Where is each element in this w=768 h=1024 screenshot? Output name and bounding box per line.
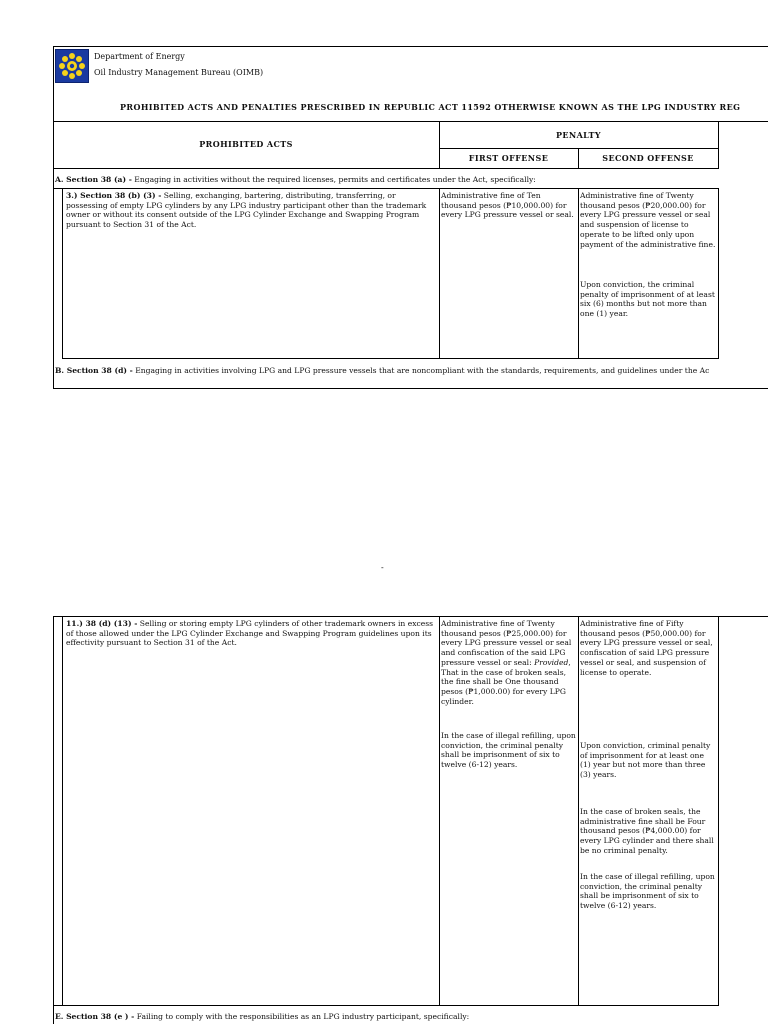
item-11-broken-seals-text: , That in the case of broken seals, the fine shall be One thousand pesos (₱1,000.00) for every LPG cylinder. <box>441 657 571 706</box>
item-11-description <box>66 619 438 648</box>
item-11-text: Selling or storing empty LPG cylinders of other trademark owners in excess of those allowed under the LPG Cylinder Exchange and Swapping Program guidelines upon its effectivity pursuant to Section 31 of the Act. <box>66 619 434 648</box>
section-a-row <box>55 175 536 184</box>
item-11-second-offense-criminal: Upon conviction, criminal penalty of imprisonment for at least one (1) year but not more than three (3) years. <box>580 741 711 780</box>
section-b-label: B. Section 38 (d) - <box>55 366 133 375</box>
item-3-description <box>66 191 438 230</box>
bureau-name: Oil Industry Management Bureau (OIMB) <box>94 68 264 77</box>
first-offense-header: FIRST OFFENSE <box>468 153 549 163</box>
section-b-text: Engaging in activities involving LPG and LPG pressure vessels that are noncompliant with the standards, requirements, and guidelines under the Ac <box>132 366 710 375</box>
item-11-first-offense-fine-text: Administrative fine of Twenty thousand pesos (₱25,000.00) for every LPG pressure vessel or seal and confiscation of the said LPG pressure vessel or seal: <box>441 619 572 667</box>
item-3-second-offense-criminal: Upon conviction, the criminal penalty of imprisonment of at least six (6) months but not more than one (1) year. <box>580 280 715 319</box>
item-3-second-offense-fine: Administrative fine of Twenty thousand pesos (₱20,000.00) for every LPG pressure vessel or seal and suspension of license to operate to be lifted only upon payment of the administrative fine. <box>580 191 716 249</box>
page-separator-mark: - <box>381 563 384 572</box>
item-3-text: Selling, exchanging, bartering, distributing, transferring, or possessing of empty LPG cylinders by any LPG industry participant other than the trademark owner or without its consent outside of the LPG Cylinder Exchange and Swapping Program pursuant to Section 31 of the Act. <box>66 191 427 230</box>
section-b-row <box>55 366 718 375</box>
penalty-header: PENALTY <box>555 130 602 140</box>
second-offense-header: SECOND OFFENSE <box>602 153 694 163</box>
item-11-second-offense-fine: Administrative fine of Fifty thousand pesos (₱50,000.00) for every LPG pressure vessel or seal, confiscation of said LPG pressure vessel or seal, and suspension of license to operate. <box>580 619 713 677</box>
prohibited-acts-header: PROHIBITED ACTS <box>199 139 293 149</box>
item-11-first-offense-criminal: In the case of illegal refilling, upon conviction, the criminal penalty shall be imprisonment of six to twelve (6-12) years. <box>441 731 576 770</box>
item-11-label: 11.) 38 (d) (13) - <box>66 619 138 628</box>
item-3-label: 3.) Section 38 (b) (3) - <box>66 191 162 200</box>
item-11-second-offense-illegal-refilling: In the case of illegal refilling, upon conviction, the criminal penalty shall be imprisonment of six to twelve (6-12) years. <box>580 872 715 911</box>
section-a-text: Engaging in activities without the required licenses, permits and certificates under the Act, specifically: <box>131 175 536 184</box>
item-11-first-offense-fine <box>441 619 577 706</box>
document-title: PROHIBITED ACTS AND PENALTIES PRESCRIBED IN REPUBLIC ACT 11592 OTHERWISE KNOWN AS THE LPG INDUSTRY REG <box>120 102 741 112</box>
section-e-text: Failing to comply with the responsibilities as an LPG industry participant, specifically: <box>134 1012 470 1021</box>
item-11-second-offense-broken-seals: In the case of broken seals, the administrative fine shall be Four thousand pesos (₱4,000.00) for every LPG cylinder and there shall be no criminal penalty. <box>580 807 714 855</box>
sun-seal-icon <box>56 50 88 82</box>
doe-logo <box>55 49 89 83</box>
department-name: Department of Energy <box>94 52 185 61</box>
section-a-label: A. Section 38 (a) - <box>55 175 132 184</box>
section-e-label: E. Section 38 (e ) - <box>55 1012 135 1021</box>
item-3-first-offense: Administrative fine of Ten thousand pesos (₱10,000.00) for every LPG pressure vessel or seal. <box>441 191 574 220</box>
item-11-provided-text: Provided <box>534 657 569 667</box>
section-e-row <box>55 1012 469 1021</box>
